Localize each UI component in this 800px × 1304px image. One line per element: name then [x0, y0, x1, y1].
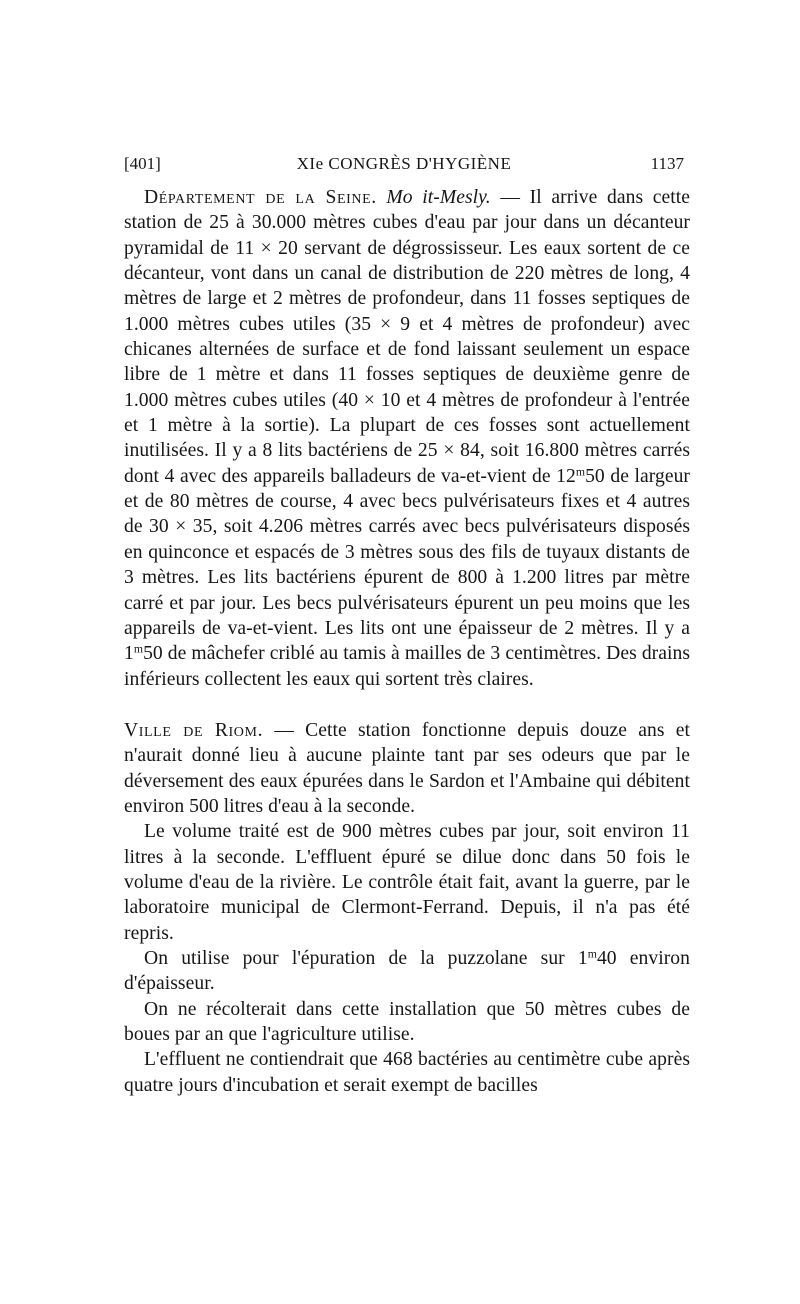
page-body [124, 185, 690, 1098]
paragraph-puzzolane [124, 946, 690, 997]
unit-superscript: m [575, 465, 586, 479]
paragraph-volume: Le volume traité est de 900 mètres cubes par jour, soit environ 11 litres à la seconde. L'effluent épuré se dilue donc dans 50 fois le volume d'eau de la rivière. Le contrôle était fait, avant la guerre, par le laboratoire municipal de Clermont-Ferrand. Depuis, il n'a pas été repris. [124, 821, 690, 944]
unit-superscript: m [587, 947, 597, 961]
header-title: XIe CONGRÈS D'HYGIÈNE [296, 154, 512, 173]
header-page-ref: [401] [124, 154, 161, 173]
unit-superscript: m [133, 642, 144, 656]
paragraph-seine-text-c: 50 de mâchefer criblé au tamis à mailles de 3 centimètres. Des drains inférieurs collectent les eaux qui sortent très claires. [124, 643, 690, 690]
section-heading-riom: Ville de Riom. [124, 719, 264, 741]
paragraph-effluent: L'effluent ne contiendrait que 468 bactéries au centimètre cube après quatre jours d'incubation et serait exempt de bacilles [124, 1049, 690, 1096]
paragraph-riom-text: — Cette station fonctionne depuis douze ans et n'aurait donné lieu à aucune plainte tant par ses odeurs que par le déversement des eaux épurées dans le Sardon et l'Ambaine qui débitent environ 500 litres d'eau à la seconde. [124, 719, 691, 817]
running-header [124, 152, 684, 176]
paragraph-puzzolane-text-b: 40 environ d'épaisseur. [124, 947, 690, 995]
paragraph-puzzolane-text: On utilise pour l'épuration de la puzzolane sur 1 [144, 947, 588, 969]
paragraph-riom [124, 718, 690, 819]
paragraph-seine [124, 185, 690, 692]
section-heading-seine: Département de la Seine. [144, 187, 377, 208]
paragraph-seine-text: — Il arrive dans cette station de 25 à 30.000 mètres cubes d'eau par jour dans un décanteur pyramidal de 11 × 20 servant de dégrossisseur. Les eaux sortent de ce décanteur, vont dans un canal de distribution de 220 mètres de long, 4 mètres de large et 2 mètres de profondeur, dans 11 fosses septiques de 1.000 mètres cubes utiles (35 × 9 et 4 mètres de profondeur) avec chicanes alternées de surface et de fond laissant seulement un espace libre de 1 mètre et dans 11 fosses septiques de deuxième genre de 1.000 mètres cubes utiles (40 × 10 et 4 mètres de profondeur à l'entrée et 1 mètre à la sortie). La plupart de ces fosses sont actuellement inutilisées. Il y a 8 lits bactériens de 25 × 84, soit 16.800 mètres carrés dont 4 avec des appareils balladeurs de va-et-vient de 12 [124, 187, 690, 487]
paragraph-boues: On ne récolterait dans cette installation que 50 mètres cubes de boues par an que l'agriculture utilise. [124, 998, 690, 1045]
paragraph-seine-text-b: 50 de largeur et de 80 mètres de course, 4 avec becs pulvérisateurs fixes et 4 autres de 30 × 35, soit 4.206 mètres carrés avec becs pulvérisateurs disposés en quinconce et espacés de 3 mètres sous des fils de tuyaux distants de 3 mètres. Les lits bactériens épurent de 800 à 1.200 litres par mètre carré et par jour. Les becs pulvérisateurs épurent un peu moins que les appareils de va-et-vient. Les lits ont une épaisseur de 2 mètres. Il y a 1 [124, 465, 690, 665]
place-name-mont-mesly: Mo it-Mesly. [386, 187, 491, 208]
header-page-number: 1137 [650, 154, 684, 173]
